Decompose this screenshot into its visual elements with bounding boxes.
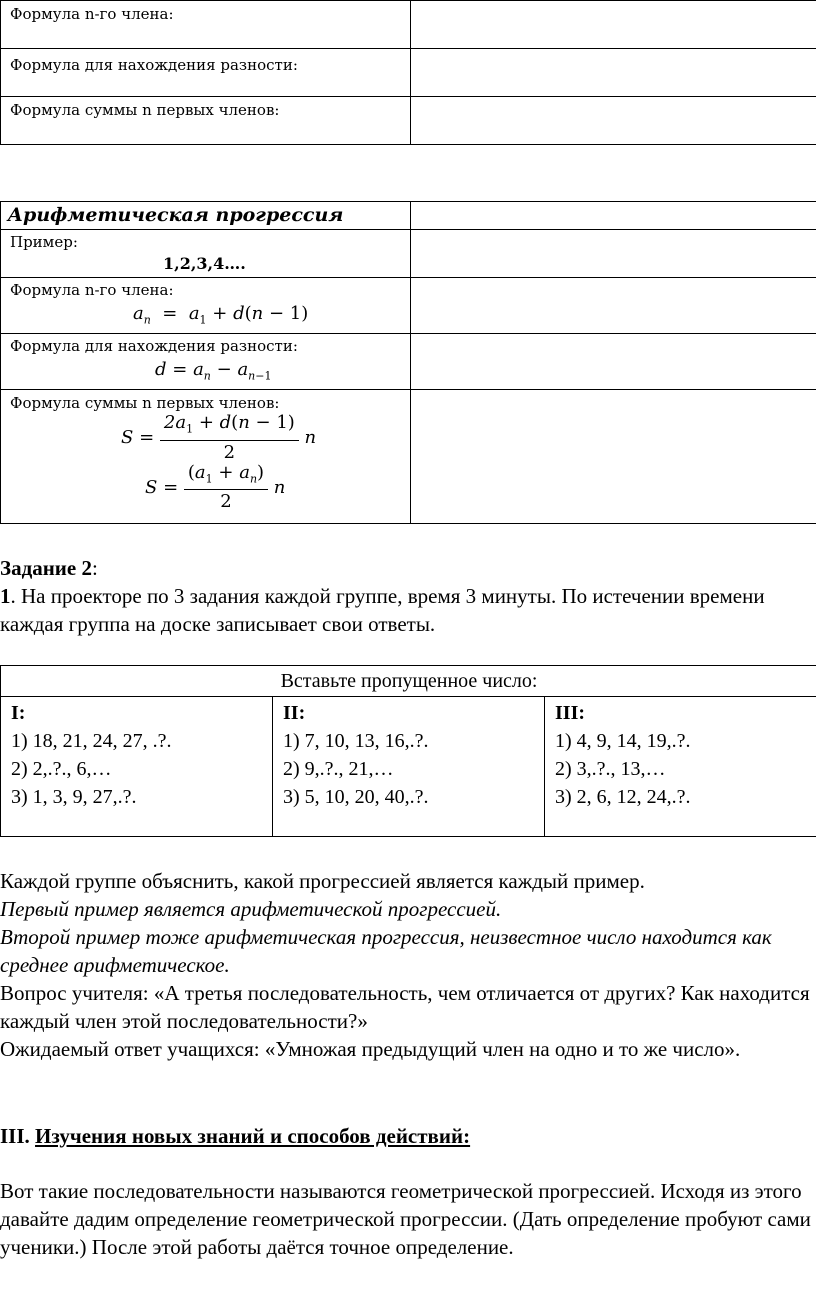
section-heading <box>0 1122 812 1150</box>
table1-label-sum: Формула суммы n первых членов: <box>1 97 411 145</box>
discussion-block <box>0 867 812 1063</box>
group-column-3 <box>545 697 816 837</box>
table2-nth-cell <box>1 278 411 334</box>
missing-number-table <box>0 665 816 837</box>
table1-answer-cell <box>411 49 816 97</box>
example-label: Пример: <box>10 233 78 251</box>
group-column-1 <box>1 697 273 837</box>
list-item: 1) 4, 9, 14, 19,.?. <box>555 730 691 752</box>
table1-answer-cell <box>411 1 816 49</box>
table3-header: Вставьте пропущенное число: <box>280 669 538 692</box>
formula-table-empty <box>0 0 816 145</box>
list-item: 1) 7, 10, 13, 16,.?. <box>283 730 429 752</box>
sum-formula-2: S = $\frac{(a_1 + a_n)}{2}$ n <box>145 461 286 513</box>
list-item: 2) 3,.?., 13,… <box>555 758 666 780</box>
task2-text: 1. На проекторе по 3 задания каждой группе, время 3 минуты. По истечении времени каждая группа на доске записывает свои ответы. <box>0 584 765 636</box>
list-item: 3) 5, 10, 20, 40,.?. <box>283 786 429 808</box>
list-item: 3) 2, 6, 12, 24,.?. <box>555 786 691 808</box>
instruction-text: Каждой группе объяснить, какой прогрессией является каждый пример. <box>0 869 645 893</box>
example-value: 1,2,3,4…. <box>163 254 246 273</box>
table2-title-cell <box>1 202 411 230</box>
section-title: Изучения новых знаний и способов действий: <box>35 1124 471 1148</box>
table2-example-cell <box>1 230 411 278</box>
teacher-question: Вопрос учителя: «А третья последовательность, чем отличается от других? Как находится каждый член этой последовательности?» <box>0 981 810 1033</box>
answer-second-example: Второй пример тоже арифметическая прогрессия, неизвестное число находится как среднее арифметическое. <box>0 925 772 977</box>
table2-diff-cell <box>1 334 411 390</box>
list-item: 3) 1, 3, 9, 27,.?. <box>11 786 137 808</box>
table2-sum-cell <box>1 390 411 524</box>
group-title: II: <box>283 702 306 724</box>
expected-answer: Ожидаемый ответ учащихся: «Умножая предыдущий член на одно и то же число». <box>0 1037 741 1061</box>
list-item: 2) 2,.?., 6,… <box>11 758 112 780</box>
nth-label: Формула n-го члена: <box>10 281 174 299</box>
table2-title: Арифметическая прогрессия <box>7 204 344 226</box>
list-item: 2) 9,.?., 21,… <box>283 758 394 780</box>
task2-heading: Задание 2: <box>0 556 98 580</box>
diff-formula: $d = a_n - a_{n-1}$ <box>155 359 272 383</box>
answer-first-example: Первый пример является арифметической прогрессией. <box>0 897 502 921</box>
sum-label: Формула суммы n первых членов: <box>10 394 280 412</box>
list-item: 1) 18, 21, 24, 27, .?. <box>11 730 172 752</box>
table1-answer-cell <box>411 97 816 145</box>
group-column-2 <box>273 697 545 837</box>
sum-formula-1: S = $\frac{2a_1 + d(n - 1)}{2}$ n <box>121 412 317 463</box>
section-number: III. <box>0 1124 30 1148</box>
table3-header-cell <box>1 666 816 697</box>
arithmetic-progression-table <box>0 201 816 524</box>
diff-label: Формула для нахождения разности: <box>10 337 298 355</box>
task2-block <box>0 554 812 638</box>
group-title: I: <box>11 702 26 724</box>
definition-paragraph: Вот такие последовательности называются геометрической прогрессией. Исходя из этого давайте дадим определение геометрической прогрессии. (Дать определение пробуют сами ученики.) После этой работы даётся точное определение. <box>0 1179 811 1259</box>
nth-formula: $a_n = a_1 + d(n - 1)$ <box>133 303 309 327</box>
table1-label-diff: Формула для нахождения разности: <box>1 49 411 97</box>
group-title: III: <box>555 702 586 724</box>
table1-label-nth: Формула n-го члена: <box>1 1 411 49</box>
